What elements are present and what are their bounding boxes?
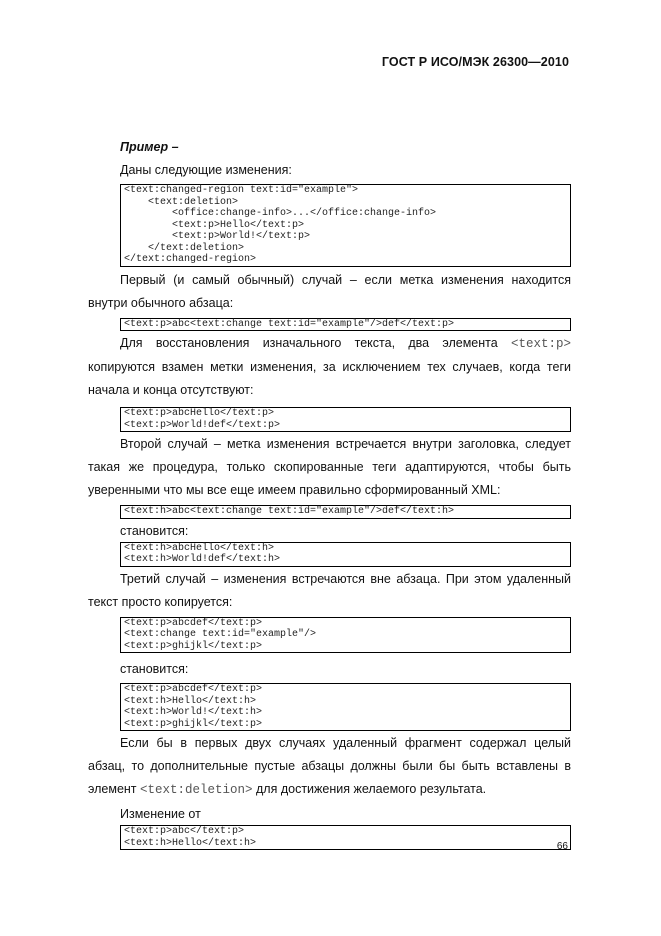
- code-line: <text:p>abcHello</text:p>: [124, 408, 275, 419]
- paragraph-5-text-b: для достижения желаемого результата.: [252, 782, 487, 796]
- code-line: <text:p>World!</text:p>: [124, 231, 311, 242]
- paragraph-3: Второй случай – метка изменения встречается внутри заголовка, следует такая же процедура, только скопированные теги адаптируются, чтобы быть уверенными что мы все еще имеем правильно сформированный XML:: [88, 437, 571, 497]
- page-number: 66: [556, 841, 568, 852]
- code-line: </text:changed-region>: [124, 254, 257, 265]
- code-block-6: [120, 617, 571, 654]
- code-block-3: [120, 407, 571, 432]
- example-title: Пример –: [120, 140, 179, 154]
- code-line: <text:h>World!</text:h>: [124, 707, 263, 718]
- code-block-5: [120, 542, 571, 567]
- paragraph-2-inline-code: <text:p>: [510, 337, 571, 351]
- code-line: <office:change-info>...</office:change-info>: [124, 208, 437, 219]
- becomes-label-1: становится:: [120, 523, 189, 538]
- code-line: <text:h>Hello</text:h>: [124, 695, 257, 707]
- becomes-label-2: становится:: [120, 662, 189, 676]
- code-line: <text:h>abcHello</text:h>: [124, 542, 275, 554]
- change-from-label: Изменение от: [120, 807, 201, 821]
- intro-text: Даны следующие изменения:: [120, 163, 292, 177]
- code-line: <text:p>abcdef</text:p>: [124, 617, 263, 629]
- code-block-2: [120, 318, 571, 332]
- paragraph-2-text-a: Для восстановления изначального текста, два элемента: [120, 336, 511, 350]
- paragraph-5: [88, 732, 571, 802]
- paragraph-5-text-a: Если бы в первых двух случаях удаленный фрагмент содержал целый абзац, то дополнительные пустые абзацы должны были бы быть вставлены в элемент: [88, 736, 571, 796]
- paragraph-4: Третий случай – изменения встречаются вне абзаца. При этом удаленный текст просто копируется:: [88, 571, 571, 609]
- code-line: <text:h>World!def</text:h>: [124, 554, 281, 565]
- code-block-8: [120, 825, 571, 850]
- code-line: <text:change text:id="example"/>: [124, 629, 317, 640]
- code-line: </text:deletion>: [124, 242, 245, 254]
- document-header: ГОСТ Р ИСО/МЭК 26300—2010: [381, 55, 569, 69]
- code-line: <text:deletion>: [124, 196, 239, 208]
- code-line: <text:p>abcdef</text:p>: [124, 684, 263, 695]
- paragraph-1: Первый (и самый обычный) случай – если метка изменения находится внутри обычного абзаца:: [88, 272, 571, 310]
- paragraph-2: [88, 332, 571, 402]
- page-content: [88, 125, 571, 850]
- paragraph-2-text-b: копируются взамен метки изменения, за исключением тех случаев, когда теги начала и конца отсутствуют:: [88, 360, 571, 397]
- code-block-4: [120, 505, 571, 519]
- paragraph-5-inline-code: <text:deletion>: [140, 783, 253, 797]
- code-block-1: [120, 184, 571, 267]
- code-line: <text:changed-region text:id="example">: [124, 185, 359, 196]
- code-line: <text:h>abc<text:change text:id="example"/>def</text:h>: [124, 506, 455, 517]
- code-line: <text:p>Hello</text:p>: [124, 219, 305, 231]
- code-line: <text:p>abc<text:change text:id="example"/>def</text:p>: [124, 318, 455, 330]
- code-block-7: [120, 683, 571, 731]
- code-line: <text:p>ghijkl</text:p>: [124, 718, 263, 730]
- code-line: <text:p>World!def</text:p>: [124, 419, 281, 431]
- code-line: <text:h>Hello</text:h>: [124, 837, 257, 849]
- code-line: <text:p>ghijkl</text:p>: [124, 640, 263, 652]
- code-line: <text:p>abc</text:p>: [124, 826, 245, 837]
